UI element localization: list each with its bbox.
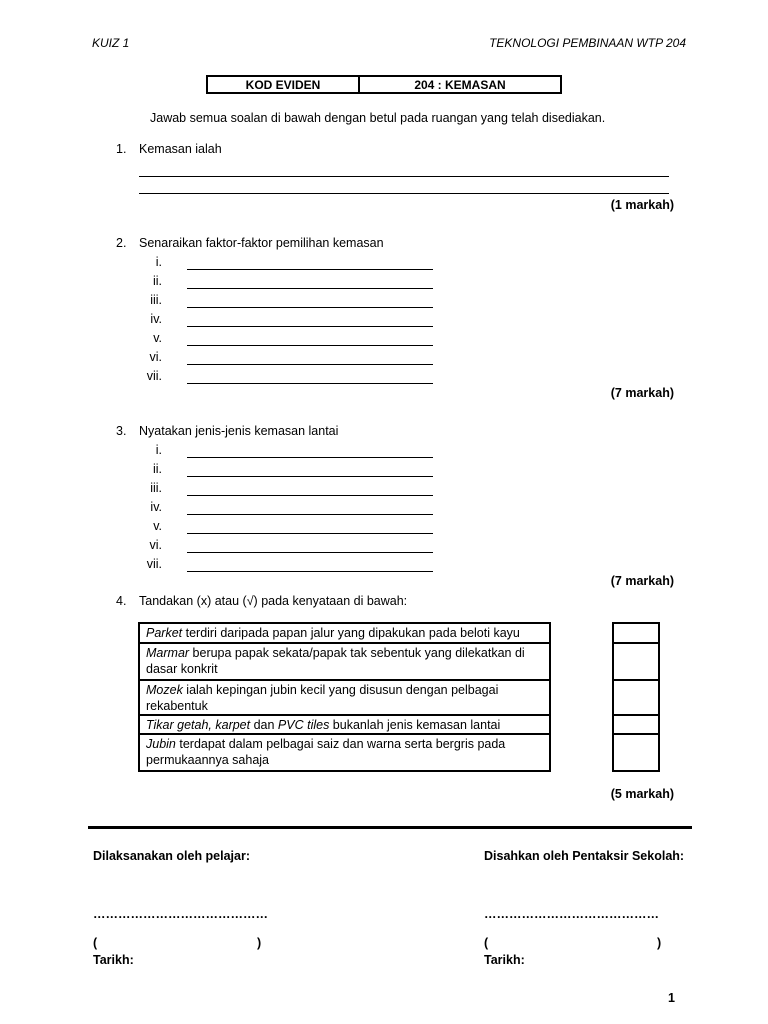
q2-item-label: v. [153,331,162,345]
assessor-signature-line[interactable]: …………………………………… [484,907,659,921]
q4-s5-em: Jubin [146,737,176,751]
q3-text: Nyatakan jenis-jenis kemasan lantai [139,424,339,438]
q3-item-label: iv. [150,500,162,514]
q3-answer-line[interactable] [187,476,433,477]
q2-answer-line[interactable] [187,326,433,327]
q4-marks: (5 markah) [610,787,674,801]
q4-statement-row [140,735,549,770]
header-right: TEKNOLOGI PEMBINAAN WTP 204 [489,36,686,50]
q2-item-label: vi. [149,350,162,364]
q2-marks: (7 markah) [610,386,674,400]
q3-answer-line[interactable] [187,571,433,572]
student-name-paren-close: ) [257,936,262,950]
q3-item-label: v. [153,519,162,533]
q3-answer-line[interactable] [187,457,433,458]
q4-answer-box-3[interactable] [614,681,658,716]
q4-s1-em: Parket [146,626,183,640]
q4-answer-box-2[interactable] [614,644,658,681]
page-number: 1 [668,991,675,1005]
q2-answer-line[interactable] [187,383,433,384]
student-name-paren-open: ( [93,936,98,950]
q4-s2-em: Marmar [146,646,190,660]
q4-answer-box-5[interactable] [614,735,658,770]
student-sign-title: Dilaksanakan oleh pelajar: [93,849,251,863]
kod-eviden-table [206,75,562,94]
kod-eviden-label: KOD EVIDEN [208,77,360,92]
q2-answer-line[interactable] [187,364,433,365]
instruction: Jawab semua soalan di bawah dengan betul pada ruangan yang telah disediakan. [150,111,606,125]
q3-item-label: vi. [149,538,162,552]
q2-item-label: iii. [150,293,162,307]
kod-eviden-value: 204 : KEMASAN [414,77,506,92]
q1-text: Kemasan ialah [139,142,222,156]
q3-answer-line[interactable] [187,495,433,496]
q4-statement-row [140,716,549,735]
q4-statement-table [138,622,551,772]
assessor-name-paren-close: ) [657,936,662,950]
footer-divider [88,826,692,829]
q2-item-label: i. [155,255,162,269]
header-left: KUIZ 1 [92,36,130,50]
q4-s4-em2: PVC tiles [277,718,330,732]
q4-s3-em: Mozek [146,683,183,697]
q3-answer-line[interactable] [187,514,433,515]
assessor-name-paren-open: ( [484,936,489,950]
q2-answer-line[interactable] [187,345,433,346]
q1-number: 1. [116,142,127,156]
q3-answer-line[interactable] [187,552,433,553]
q4-text: Tandakan (x) atau (√) pada kenyataan di bawah: [139,594,408,608]
student-signature-line[interactable]: …………………………………… [93,907,268,921]
q2-text: Senaraikan faktor-faktor pemilihan kemasan [139,236,384,250]
q4-s4-text: bukanlah jenis kemasan lantai [329,718,501,732]
q2-answer-line[interactable] [187,288,433,289]
q4-s5-text: terdapat dalam pelbagai saiz dan warna serta bergris pada permukaannya sahaja [146,737,506,767]
q3-item-label: iii. [150,481,162,495]
q3-item-label: ii. [152,462,162,476]
q2-answer-line[interactable] [187,307,433,308]
q3-marks: (7 markah) [610,574,674,588]
q2-answer-line[interactable] [187,269,433,270]
q4-s1-text: terdiri daripada papan jalur yang dipakukan pada beloti kayu [182,626,520,640]
q4-answer-box-1[interactable] [614,624,658,644]
q4-s3-text: ialah kepingan jubin kecil yang disusun dengan pelbagai rekabentuk [146,683,499,713]
q2-item-label: iv. [150,312,162,326]
q3-item-label: i. [155,443,162,457]
q3-item-label: vii. [146,557,162,571]
q1-answer-line-1[interactable] [139,176,669,177]
student-date-label: Tarikh: [93,953,134,967]
q4-s4-mid: dan [250,718,278,732]
q4-answer-boxes [612,622,660,772]
q4-statement-row [140,644,549,681]
q4-s4-em: Tikar getah, karpet [146,718,251,732]
q1-answer-line-2[interactable] [139,193,669,194]
q4-s2-text: berupa papak sekata/papak tak sebentuk yang dilekatkan di dasar konkrit [146,646,525,676]
assessor-date-label: Tarikh: [484,953,525,967]
q2-item-label: vii. [146,369,162,383]
q4-statement-row [140,624,549,644]
assessor-sign-title: Disahkan oleh Pentaksir Sekolah: [484,849,685,863]
q3-number: 3. [116,424,127,438]
q1-marks: (1 markah) [610,198,674,212]
q4-number: 4. [116,594,127,608]
q2-number: 2. [116,236,127,250]
q4-answer-box-4[interactable] [614,716,658,735]
q2-item-label: ii. [152,274,162,288]
q3-answer-line[interactable] [187,533,433,534]
q4-statement-row [140,681,549,716]
